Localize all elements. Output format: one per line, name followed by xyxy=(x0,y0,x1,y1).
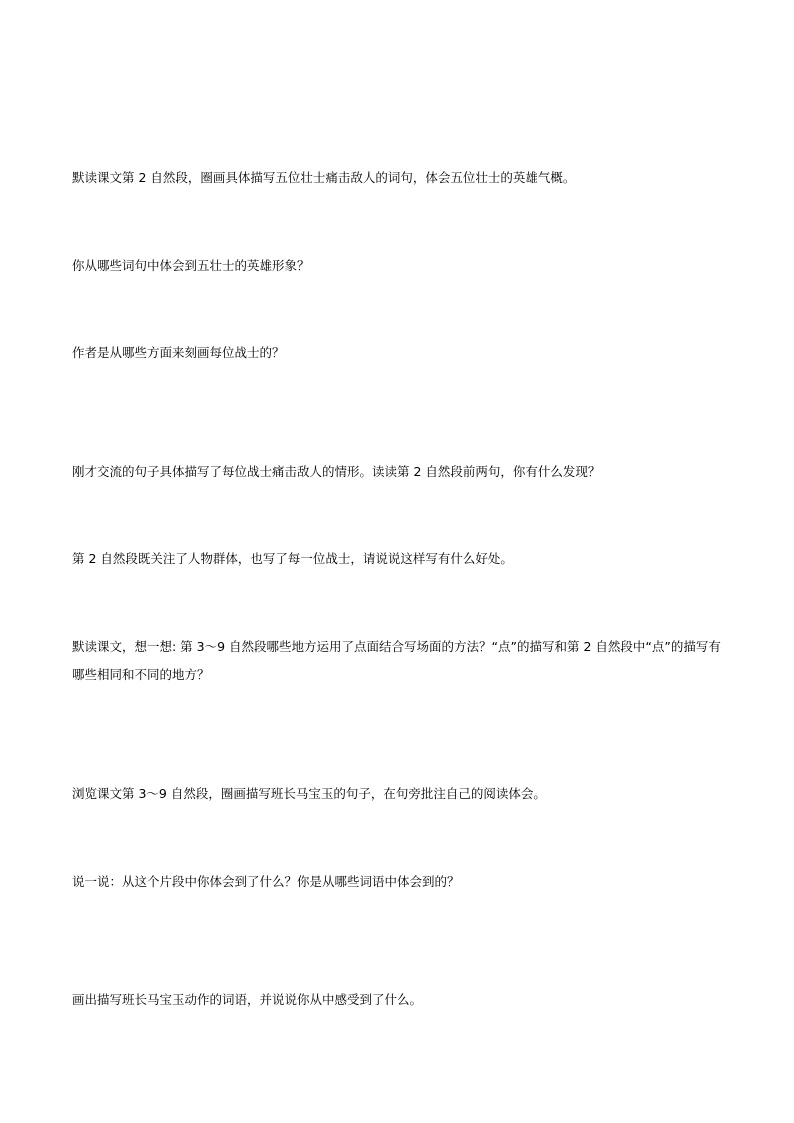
question-paragraph: 刚才交流的句子具体描写了每位战士痛击敌人的情形。读读第 2 自然段前两句，你有什么发现？ xyxy=(72,464,601,479)
question-paragraph: 说一说：从这个片段中你体会到了什么？你是从哪些词语中体会到的？ xyxy=(72,874,460,889)
question-paragraph: 画出描写班长马宝玉动作的词语，并说说你从中感受到了什么。 xyxy=(72,992,423,1007)
question-paragraph: 默读课文第 2 自然段，圈画具体描写五位壮士痛击敌人的词句，体会五位壮士的英雄气概。 xyxy=(72,170,576,185)
question-paragraph: 作者是从哪些方面来刻画每位战士的？ xyxy=(72,345,285,360)
question-paragraph: 第 2 自然段既关注了人物群体，也写了每一位战士，请说说这样写有什么好处。 xyxy=(72,551,513,566)
question-paragraph: 默读课文，想一想: 第 3～9 自然段哪些地方运用了点面结合写场面的方法？“点”的描写和第 2 自然段中“点”的描写有哪些相同和不同的地方？ xyxy=(72,639,721,682)
question-paragraph: 你从哪些词句中体会到五壮士的英雄形象？ xyxy=(72,258,310,273)
question-paragraph: 浏览课文第 3～9 自然段，圈画描写班长马宝玉的句子，在句旁批注自己的阅读体会。 xyxy=(72,786,546,801)
